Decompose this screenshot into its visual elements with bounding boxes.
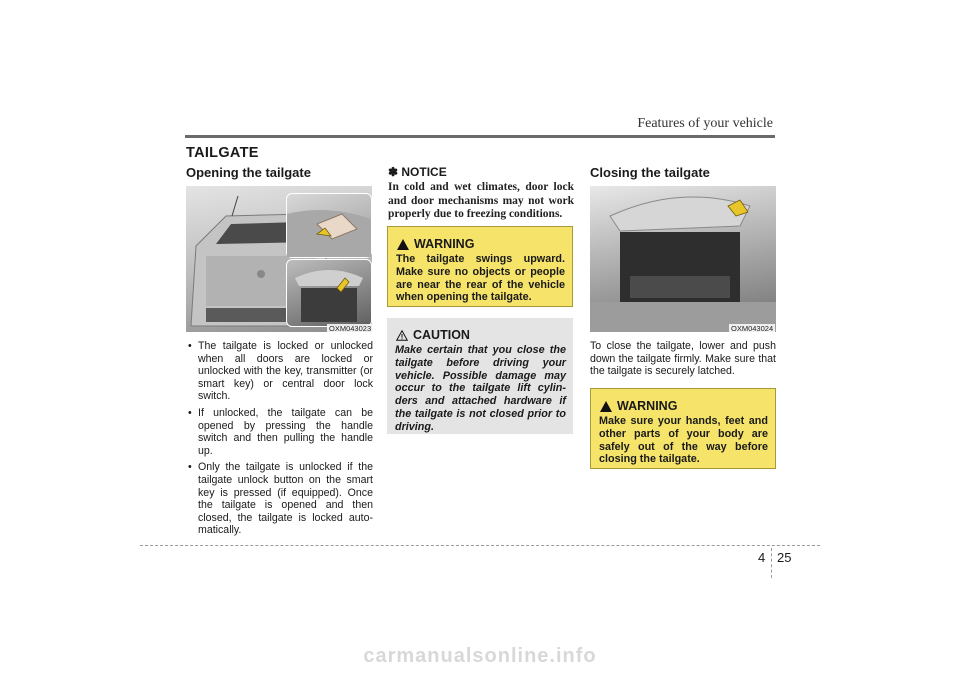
warning-header xyxy=(397,237,474,251)
open-cargo-area-illustration xyxy=(590,186,776,332)
opening-heading: Opening the tailgate xyxy=(186,165,311,180)
page-separator xyxy=(771,548,772,578)
caution-header xyxy=(396,328,470,342)
warning-text: Make sure your hands, feet and other parts of your body are safely out of the way before closing the tailgate. xyxy=(599,415,768,466)
closing-tailgate-photo xyxy=(590,186,776,332)
warning-box-closing xyxy=(590,388,776,469)
closing-heading: Closing the tailgate xyxy=(590,165,710,180)
caution-triangle-icon xyxy=(396,330,408,341)
handle-switch-inset xyxy=(286,193,372,258)
warning-triangle-icon xyxy=(600,401,612,412)
watermark: carmanualsonline.info xyxy=(363,645,597,667)
section-title: TAILGATE xyxy=(186,145,259,161)
warning-triangle-icon xyxy=(397,239,409,250)
tailgate-open-inset xyxy=(286,259,372,327)
caution-box xyxy=(387,318,573,434)
warning-header xyxy=(600,399,677,413)
caution-text: Make certain that you close the tailgate before driving your vehicle. Possible damage may occur to the tailgate lift cylin-ders and attached hardware if the tailgate is not closed prior to driving. xyxy=(395,344,566,433)
warning-box-opening xyxy=(387,226,573,307)
list-item: • If unlocked, the tailgate can be opened by pressing the handle switch and then pulling the handle up. xyxy=(186,407,373,457)
notice-label: ✽ NOTICE xyxy=(388,165,447,179)
footer-rule xyxy=(140,545,820,546)
hand-on-handle-illustration xyxy=(287,194,371,257)
warning-title: WARNING xyxy=(414,237,475,251)
header-title: Features of your vehicle xyxy=(637,116,773,131)
list-item: • The tailgate is locked or unlocked when all doors are locked or unlocked with the key, transmitter (or smart key) or central door lock switch. xyxy=(186,340,373,403)
closing-text: To close the tailgate, lower and push down the tailgate firmly. Make sure that the tailgate is securely latched. xyxy=(590,340,776,378)
open-tailgate-illustration xyxy=(287,260,371,326)
caution-title: CAUTION xyxy=(413,328,470,342)
opening-image-code: OXM043023 xyxy=(329,324,372,333)
notice-text: In cold and wet climates, door lock and door mechanisms may not work properly due to freezing conditions. xyxy=(388,181,574,221)
warning-text: The tailgate swings upward. Make sure no objects or people are near the rear of the vehicle when opening the tailgate. xyxy=(396,253,565,304)
closing-image-code: OXM043024 xyxy=(731,324,774,333)
list-item: • Only the tailgate is unlocked if the tailgate unlock button on the smart key is pressed (if equipped). Once the tailgate is opened and then closed, the tailgate is locked auto-matically. xyxy=(186,461,373,537)
chapter-number: 4 xyxy=(758,550,766,565)
warning-title: WARNING xyxy=(617,399,678,413)
opening-bullet-list xyxy=(186,340,373,541)
header-rule xyxy=(185,135,775,138)
page-number: 25 xyxy=(777,550,792,565)
